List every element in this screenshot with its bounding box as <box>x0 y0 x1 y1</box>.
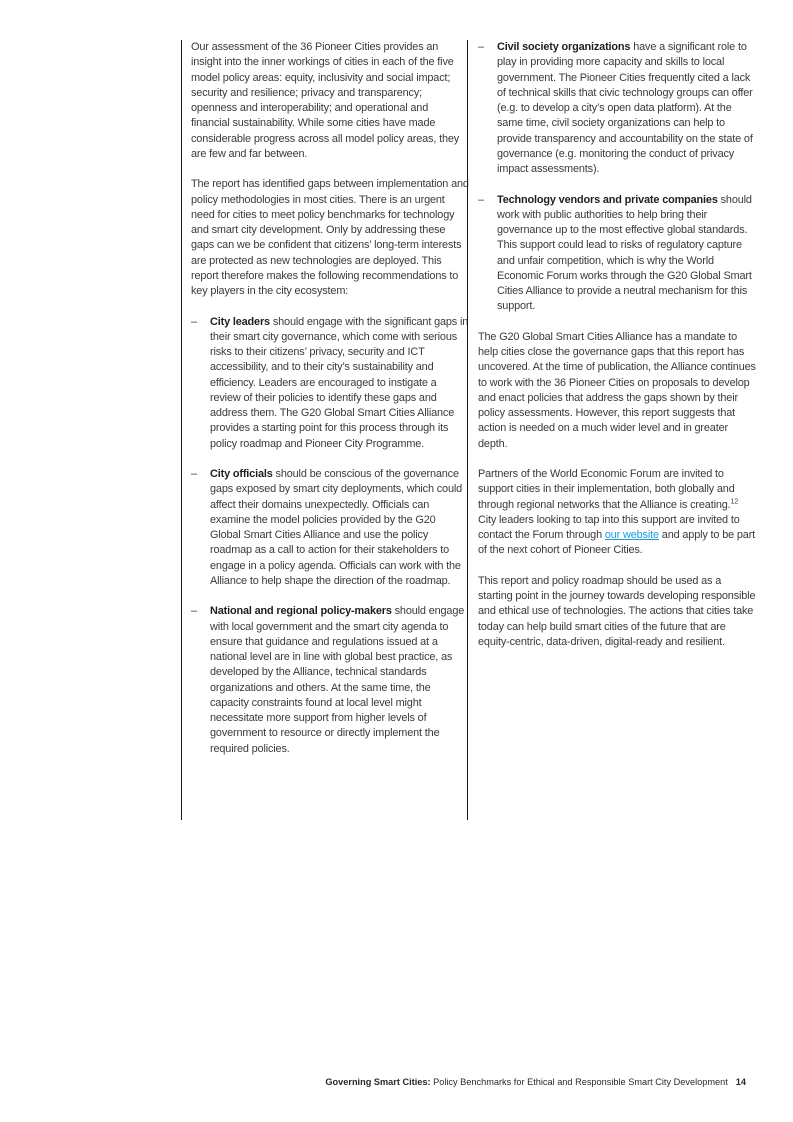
dash-bullet: – <box>478 41 484 53</box>
footnote-reference[interactable]: 12 <box>730 497 739 505</box>
partners-text-middle: City leaders looking to tap into this support are invited to contact the Forum through <box>478 513 740 541</box>
our-website-link[interactable]: our website <box>604 529 659 541</box>
recommendation-city-officials <box>191 467 469 589</box>
recommendation-city-leaders <box>191 315 469 452</box>
left-column <box>181 40 469 820</box>
dash-bullet: – <box>191 468 197 480</box>
right-column <box>467 40 757 820</box>
dash-bullet: – <box>191 315 197 328</box>
closing-paragraph: This report and policy roadmap should be used as a starting point in the journey towards developing responsible and ethical use of technologies. The actions that cities take today can help build smart cities of the future that are equity-centric, data-driven, digital-ready and resilient. <box>478 574 756 648</box>
recommendation-text: should engage with local government and the smart city agenda to ensure that guidance and regulations issued at a national level are in line with global best practice, as developed by the Alliance, technical standards organizations and others. At the same time, the capacity constraints found at local level might necessitate more support from higher levels of government to resource or directly implement the required policies. <box>210 605 465 755</box>
footer-subtitle: Policy Benchmarks for Ethical and Responsible Smart City Development <box>430 1077 728 1087</box>
intro-paragraph: Our assessment of the 36 Pioneer Cities provides an insight into the inner workings of cities in each of the five model policy areas: equity, inclusivity and social impact; security and resilience; privacy and transparency; openness and interoperability; and operational and financial sustainability. While some cities have made considerable progress across all model policy areas, they are few and far between. <box>191 41 460 160</box>
partners-paragraph <box>478 467 757 559</box>
recommendation-text: should be conscious of the governance gaps exposed by smart city deployments, which could affect their domains unexpectedly. Officials can examine the model policies provided by the G20 Global Smart Cities Alliance and use the policy roadmap as a call to action for their stakeholders to engage in a policy agenda. Officials can work with the Alliance to help shape the direction of the roadmap. <box>210 468 463 587</box>
recommendation-text: have a significant role to play in providing more capacity and skills to local government. The Pioneer Cities frequently cited a lack of technical skills that civic technology groups can offer (e.g. to develop a city’s open data platform). At the same time, civil society organizations can help to provide transparency and accountability on the state of governance (e.g. monitoring the conduct of privacy impact assessments). <box>497 41 753 175</box>
footer-title: Governing Smart Cities: <box>325 1077 431 1087</box>
page-number: 14 <box>735 1077 746 1087</box>
partners-text-start: Partners of the World Economic Forum are invited to support cities in their implementation, both globally and through regional networks that the Alliance is creating. <box>478 468 735 511</box>
recommendation-title: Technology vendors and private companies <box>497 193 718 206</box>
recommendation-text: should work with public authorities to help bring their governance up to the most effective global standards. This support could lead to risks of regulatory capture and unfair competition, which is why the World Economic Forum works through the G20 Global Smart Cities Alliance to provide a neutral mechanism for this support. <box>497 193 752 313</box>
partners-text-end: and apply to be part of the next cohort of Pioneer Cities. <box>478 529 756 557</box>
recommendation-title: City leaders <box>210 315 270 328</box>
alliance-paragraph: The G20 Global Smart Cities Alliance has a mandate to help cities close the governance gaps that this report has uncovered. At the time of publication, the Alliance continues to work with the 36 Pioneer Cities on proposals to develop and enact policies that address the gaps shown by their policy assessments. However, this report suggests that action is needed on a much wider level and in greater depth. <box>478 330 756 450</box>
recommendation-civil-society <box>478 40 757 177</box>
dash-bullet: – <box>191 605 197 618</box>
recommendation-title: Civil society organizations <box>497 41 631 53</box>
gaps-paragraph: The report has identified gaps between implementation and policy methodologies in most cities. There is an urgent need for cities to meet policy benchmarks for technology and smart city development. Only by addressing these gaps can we be confident that citizens’ long-term interests are protected as new technologies are deployed. This report therefore makes the following recommendations to key players in the city ecosystem: <box>191 178 469 297</box>
recommendation-text: should engage with the significant gaps in their smart city governance, which come with serious risks to their citizens’ privacy, security and ICT accessibility, and to their city’s sustainability and efficiency. Leaders are encouraged to instigate a review of their policies to identify these gaps and address them. The G20 Global Smart Cities Alliance provides a starting point for this process through its policy roadmap and Pioneer City Programme. <box>210 315 469 450</box>
recommendation-title: National and regional policy-makers <box>210 605 392 618</box>
page-footer <box>325 1077 746 1087</box>
recommendation-title: City officials <box>210 468 273 480</box>
recommendation-policy-makers <box>191 604 469 757</box>
dash-bullet: – <box>478 193 484 206</box>
recommendation-technology-vendors <box>478 193 757 315</box>
